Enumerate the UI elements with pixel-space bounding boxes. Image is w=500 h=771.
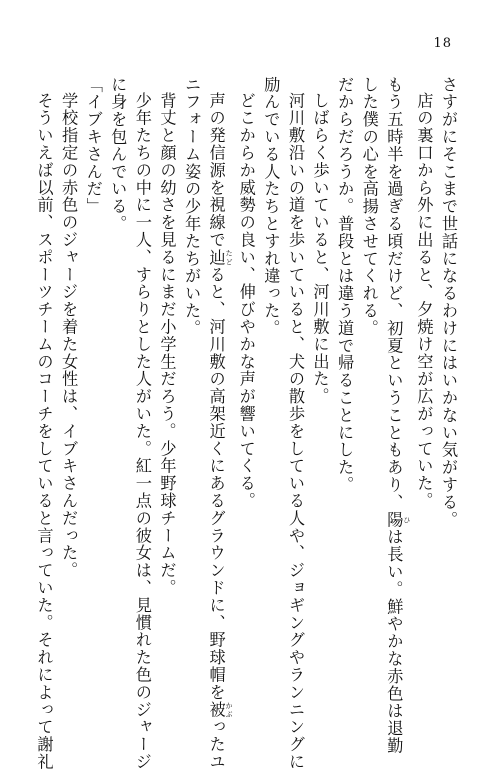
ruby-reading: ひ — [402, 511, 411, 529]
ruby-word — [206, 248, 234, 267]
text-line: した僕の心を高揚させてくれる。 — [359, 76, 379, 337]
text-line: しばらく歩いていると、河川敷に出た。 — [310, 92, 330, 406]
ruby-base: 被 — [206, 701, 226, 719]
ruby-reading: かぶ — [225, 701, 234, 719]
text-line: そういえば以前、スポーツチームのコーチをしていると言っていた。それによって謝礼 — [34, 92, 54, 771]
text-line: 店の裏口から外に出ると、夕焼け空が広がっていた。 — [414, 92, 434, 510]
novel-text — [31, 76, 460, 771]
text-line: 少年たちの中に一人、すらりとした人がいた。紅一点の彼女は、見慣れた色のジャージ — [132, 92, 152, 771]
text-segment: 声の発信源を視線で — [206, 92, 226, 249]
text-segment: ると、河川敷の高架近くにあるグラウンドに、野球帽を — [206, 266, 226, 702]
text-line: 「イブキさんだ」 — [83, 76, 103, 216]
text-line: 学校指定の赤色のジャージを着た女性は、イブキさんだった。 — [59, 92, 79, 580]
text-segment: もう五時半を過ぎる頃だけど、初夏ということもあり、 — [384, 76, 404, 511]
text-line: ニフォーム姿の少年たちがいた。 — [182, 76, 202, 337]
text-segment: は長い。鮮やかな赤色は退勤 — [384, 528, 404, 755]
ruby-word — [384, 511, 411, 529]
text-line: 河川敷沿いの道を歩いていると、犬の散歩をしている人や、ジョギングやランニングに — [285, 92, 305, 771]
text-line: 励んでいる人たちとすれ違った。 — [261, 76, 281, 337]
page-number: 18 — [433, 36, 452, 51]
ruby-base: 辿 — [206, 248, 226, 267]
ruby-word — [206, 701, 234, 719]
ruby-reading: たど — [225, 248, 234, 267]
text-segment: ったユ — [206, 718, 226, 771]
text-line — [381, 76, 411, 755]
text-line: どこからか威勢の良い、伸びやかな声が響いてくる。 — [236, 92, 256, 510]
text-line: だからだろうか。普段とは違う道で帰ることにした。 — [335, 76, 355, 494]
text-line — [203, 76, 234, 771]
text-line: さすがにそこまで世話になるわけにはいかない気がする。 — [439, 76, 458, 529]
text-line: に身を包んでいる。 — [108, 76, 128, 233]
ruby-base: 陽 — [384, 511, 404, 529]
text-line: 背丈と顔の幼さを見るにまだ小学生だろう。少年野球チームだ。 — [157, 92, 177, 597]
